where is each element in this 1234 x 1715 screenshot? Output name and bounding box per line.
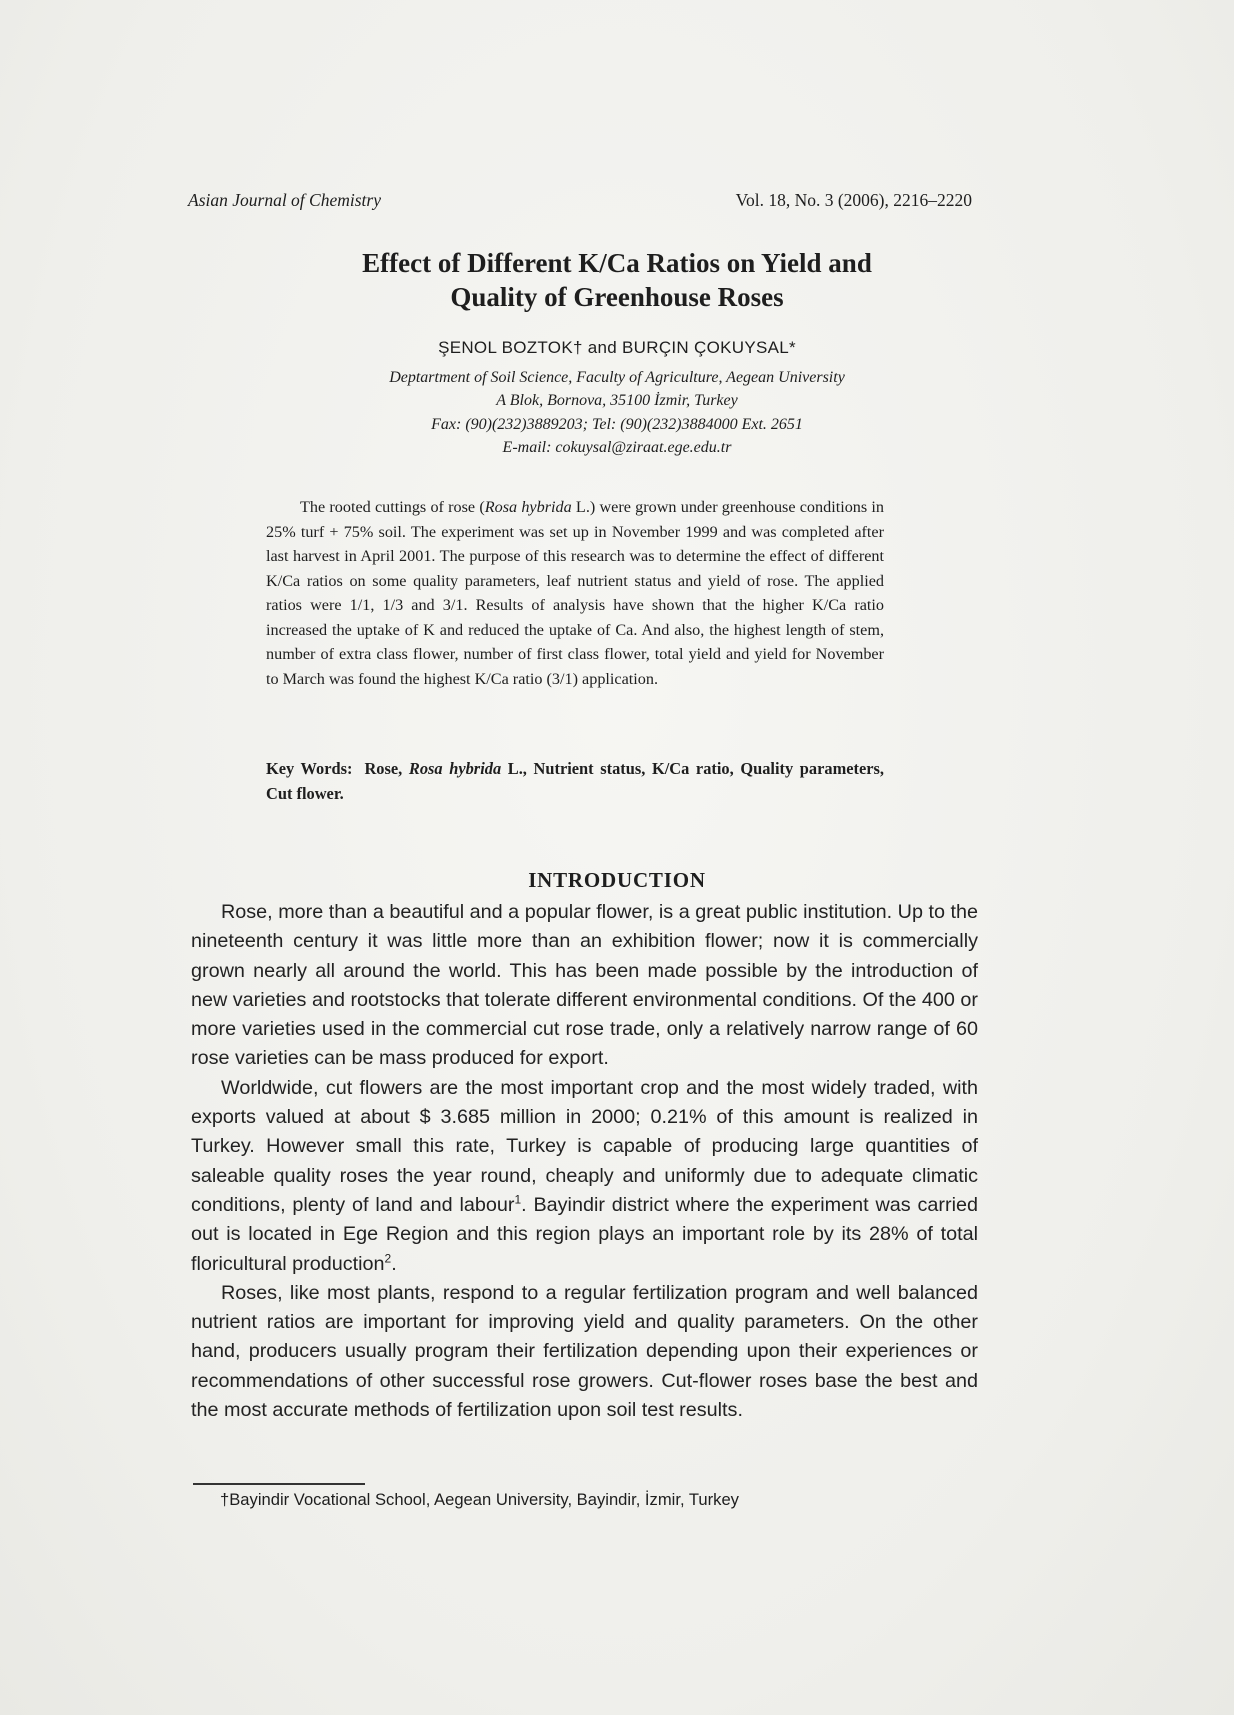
title-line-1: Effect of Different K/Ca Ratios on Yield and [362,248,872,278]
volume-info: Vol. 18, No. 3 (2006), 2216–2220 [735,190,972,210]
footnote-rule [193,1483,365,1485]
body-text [191,898,978,1425]
paragraph-2-text-a: Worldwide, cut flowers are the most important crop and the most widely traded, with exports valued at about $ 3.685 million in 2000; 0.21% of this amount is realized in Turkey. However small this rate, Turkey is capable of producing large quantities of saleable quality roses the year round, cheaply and uniformly due to adequate climatic conditions, plenty of land and labour [191,1076,978,1216]
section-heading: INTRODUCTION [528,868,706,892]
paragraph-2 [191,1074,978,1279]
keywords-species: Rosa hybrida [408,759,502,778]
abstract-species: Rosa hybrida [484,498,572,516]
paragraph-2-text-c: . [391,1252,397,1275]
keywords-label: Key Words: [266,759,353,778]
paper-title [0,246,1234,314]
abstract [266,495,884,691]
keywords-text-1: Rose, [364,759,409,778]
reference-1: 1 [514,1192,522,1207]
footnote: †Bayindir Vocational School, Aegean University, Bayindir, İzmir, Turkey [220,1490,739,1509]
authors: ŞENOL BOZTOK† and BURÇIN ÇOKUYSAL* [438,338,796,357]
abstract-text-1: The rooted cuttings of rose ( [300,498,485,516]
paragraph-2-text-b: . Bayindir district where the experiment was carried out is located in Ege Region and this region plays an important role by its 28% of total floricultural production [191,1193,978,1275]
abstract-text-2: L.) were grown under greenhouse conditions in 25% turf + 75% soil. The experiment was set up in November 1999 and was completed after last harvest in April 2001. The purpose of this research was to determine the effect of different K/Ca ratios on some quality parameters, leaf nutrient status and yield of rose. The applied ratios were 1/1, 1/3 and 3/1. Results of analysis have shown that the higher K/Ca ratio increased the uptake of K and reduced the uptake of Ca. And also, the highest length of stem, number of extra class flower, number of first class flower, total yield and yield for November to March was found the highest K/Ca ratio (3/1) application. [266,498,885,688]
keywords [266,757,884,806]
journal-name: Asian Journal of Chemistry [188,190,381,210]
reference-2: 2 [384,1250,392,1265]
affiliation-line-3: Fax: (90)(232)3889203; Tel: (90)(232)3884000 Ext. 2651 [431,415,803,433]
paragraph-1: Rose, more than a beautiful and a popular flower, is a great public institution. Up to the nineteenth century it was little more than an exhibition flower; now it is commercially grown nearly all around the world. This has been made possible by the introduction of new varieties and rootstocks that tolerate different environmental conditions. Of the 400 or more varieties used in the commercial cut rose trade, only a relatively narrow range of 60 rose varieties can be mass produced for export. [191,901,978,1070]
affiliation-line-1: Deptartment of Soil Science, Faculty of Agriculture, Aegean University [389,369,845,386]
keywords-text-2: L., Nutrient status, K/Ca ratio, Quality parameters, Cut flower. [266,759,884,803]
affiliation-line-2: A Blok, Bornova, 35100 İzmir, Turkey [496,392,738,410]
affiliation [0,366,1234,459]
title-line-2: Quality of Greenhouse Roses [450,282,784,312]
affiliation-line-4: E-mail: cokuysal@ziraat.ege.edu.tr [502,438,732,456]
paragraph-3: Roses, like most plants, respond to a regular fertilization program and well balanced nutrient ratios are important for improving yield and quality parameters. On the other hand, producers usually program their fertilization depending upon their experiences or recommendations of other successful rose growers. Cut-flower roses base the best and the most accurate methods of fertilization upon soil test results. [191,1281,978,1422]
